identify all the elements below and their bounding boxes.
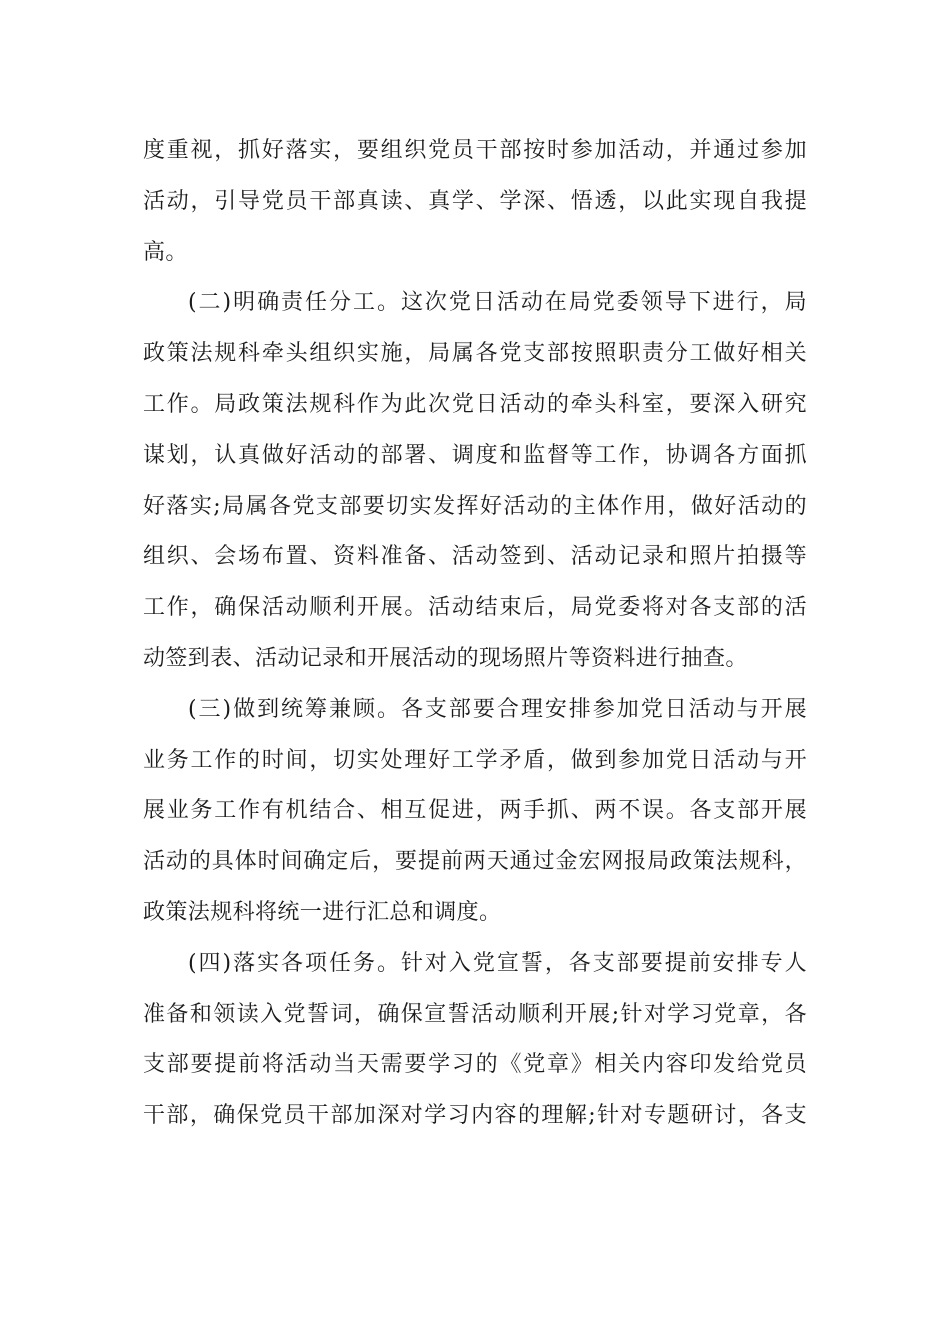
text-line: 谋划，认真做好活动的部署、调度和监督等工作，协调各方面抓 — [143, 442, 807, 468]
paragraph-continuation — [143, 126, 807, 278]
text-line: 政策法规科将统一进行汇总和调度。 — [143, 899, 502, 925]
text-line: (三)做到统筹兼顾。各支部要合理安排参加党日活动与开展 — [188, 696, 807, 722]
text-line: 支部要提前将活动当天需要学习的《党章》相关内容印发给党员 — [143, 1052, 807, 1078]
text-line: 工作。局政策法规科作为此次党日活动的牵头科室，要深入研究 — [143, 391, 807, 417]
text-line: 政策法规科牵头组织实施，局属各党支部按照职责分工做好相关 — [143, 341, 807, 367]
text-line: 好落实;局属各党支部要切实发挥好活动的主体作用，做好活动的 — [143, 493, 807, 519]
text-line: 展业务工作有机结合、相互促进，两手抓、两不误。各支部开展 — [143, 798, 807, 824]
text-line: (四)落实各项任务。针对入党宣誓，各支部要提前安排专人 — [188, 950, 807, 976]
text-line: 准备和领读入党誓词，确保宣誓活动顺利开展;针对学习党章，各 — [143, 1001, 807, 1027]
paragraph-responsibility — [143, 278, 807, 684]
text-line: 业务工作的时间，切实处理好工学矛盾，做到参加党日活动与开 — [143, 747, 807, 773]
document-body — [143, 126, 807, 1142]
text-line: 活动的具体时间确定后，要提前两天通过金宏网报局政策法规科， — [143, 849, 807, 875]
text-line: 活动，引导党员干部真读、真学、学深、悟透，以此实现自我提 — [143, 188, 807, 214]
text-line: 高。 — [143, 239, 188, 265]
text-line: 动签到表、活动记录和开展活动的现场照片等资料进行抽查。 — [143, 645, 748, 671]
text-line: (二)明确责任分工。这次党日活动在局党委领导下进行，局 — [188, 290, 807, 316]
text-line: 度重视，抓好落实，要组织党员干部按时参加活动，并通过参加 — [143, 138, 807, 163]
text-line: 工作，确保活动顺利开展。活动结束后，局党委将对各支部的活 — [143, 595, 807, 621]
text-line: 干部，确保党员干部加深对学习内容的理解;针对专题研讨，各支 — [143, 1103, 807, 1129]
text-line: 组织、会场布置、资料准备、活动签到、活动记录和照片拍摄等 — [143, 544, 807, 570]
paragraph-tasks — [143, 939, 807, 1142]
paragraph-coordination — [143, 685, 807, 939]
